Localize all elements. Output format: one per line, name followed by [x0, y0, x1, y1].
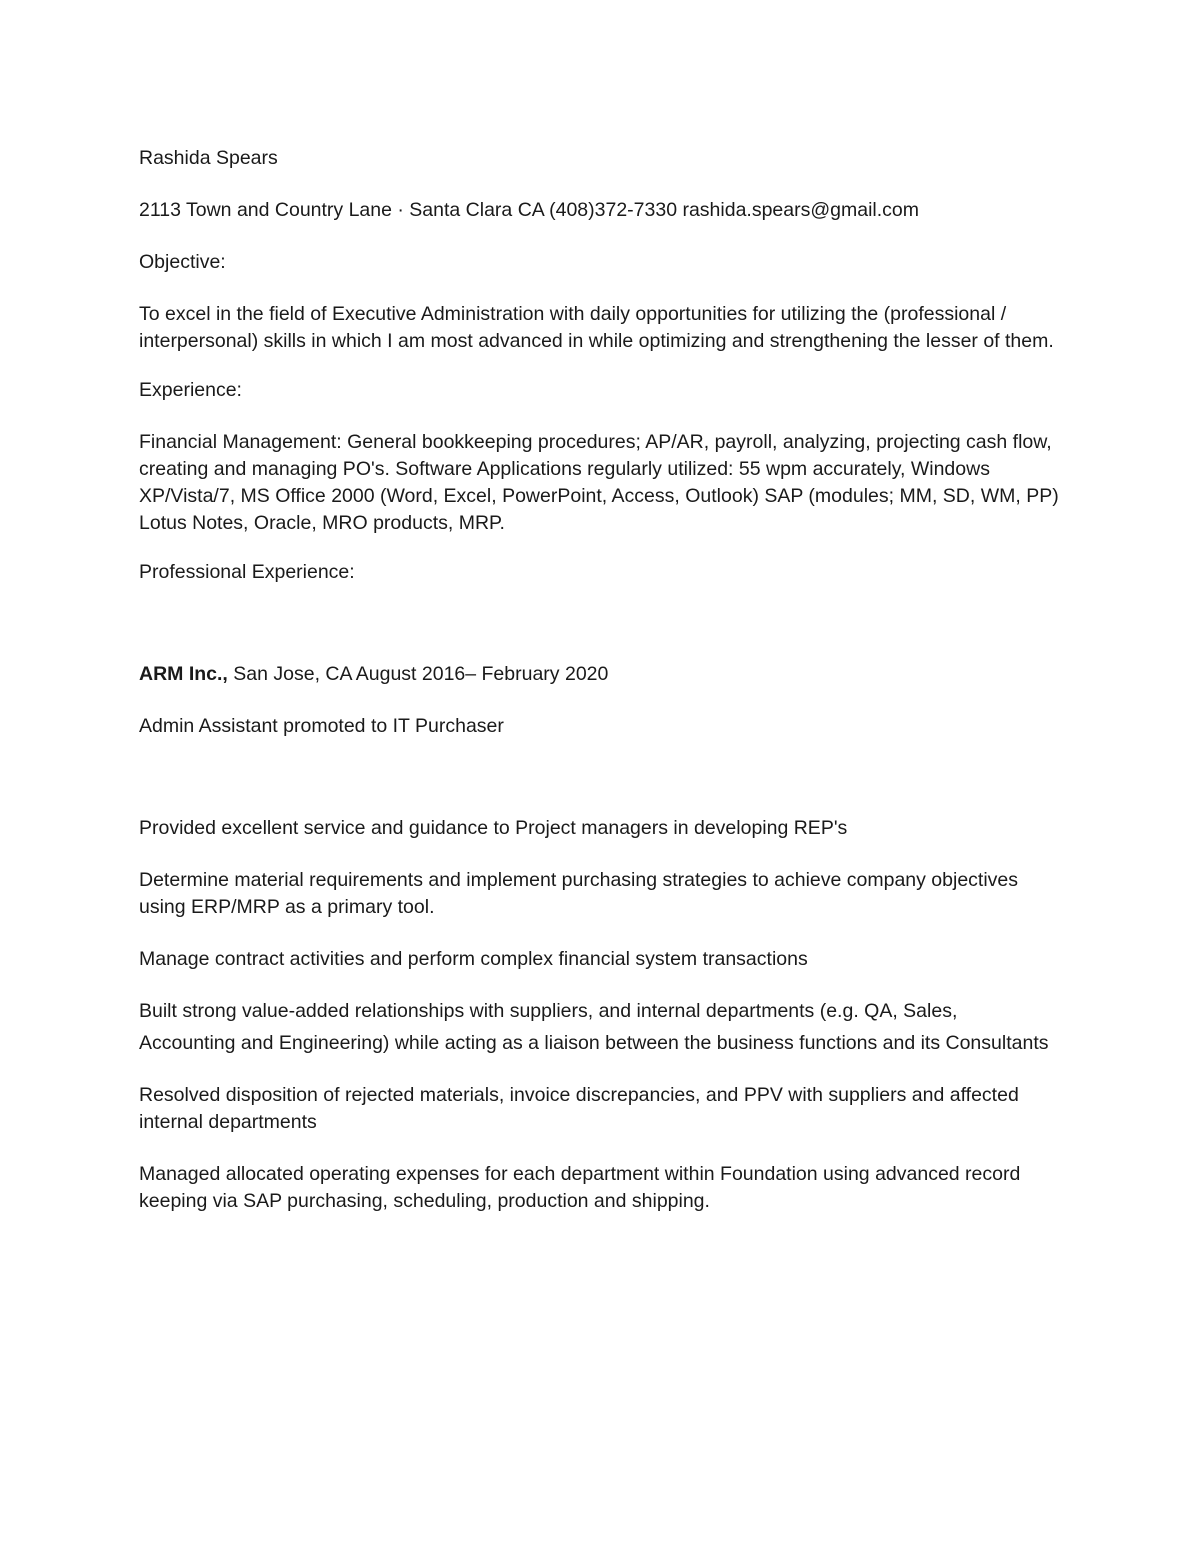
duty-item	[139, 998, 1069, 1057]
contact-line: 2113 Town and Country Lane · Santa Clara CA (408)372-7330 rashida.spears@gmail.com	[139, 199, 920, 221]
professional-experience-heading: Professional Experience:	[139, 561, 355, 583]
job-title: Admin Assistant promoted to IT Purchaser	[139, 715, 504, 737]
job-header	[139, 661, 1069, 688]
objective-heading: Objective:	[139, 251, 226, 273]
company-name: ARM Inc.,	[139, 663, 228, 685]
resume-page	[139, 145, 1069, 1215]
duty-item-line: Accounting and Engineering) while acting as a liaison between the business functions and its Consultants	[139, 1032, 1049, 1054]
duty-item: Determine material requirements and implement purchasing strategies to achieve company objectives using ERP/MRP as a primary tool.	[139, 869, 1019, 918]
duty-item: Manage contract activities and perform complex financial system transactions	[139, 948, 808, 970]
experience-heading: Experience:	[139, 379, 242, 401]
duty-item: Provided excellent service and guidance to Project managers in developing REP's	[139, 817, 848, 839]
duty-item: Managed allocated operating expenses for each department within Foundation using advanced record keeping via SAP purchasing, scheduling, production and shipping.	[139, 1163, 1021, 1212]
experience-text: Financial Management: General bookkeeping procedures; AP/AR, payroll, analyzing, projecting cash flow, creating and managing PO's. Software Applications regularly utilized: 55 wpm accurately, Windows XP/Vista/7, MS Office 2000 (Word, Excel, PowerPoint, Access, Outlook) SAP (modules; MM, SD, WM, PP) Lotus Notes, Oracle, MRO products, MRP.	[139, 431, 1059, 534]
objective-text: To excel in the field of Executive Administration with daily opportunities for utilizing the (professional / interpersonal) skills in which I am most advanced in while optimizing and strengthening the lesser of them.	[139, 303, 1054, 352]
duty-item: Resolved disposition of rejected materials, invoice discrepancies, and PPV with suppliers and affected internal departments	[139, 1084, 1019, 1133]
applicant-name: Rashida Spears	[139, 147, 278, 169]
duty-item-line: Built strong value-added relationships with suppliers, and internal departments (e.g. QA, Sales,	[139, 1000, 958, 1022]
job-location-dates: San Jose, CA August 2016– February 2020	[227, 663, 609, 685]
